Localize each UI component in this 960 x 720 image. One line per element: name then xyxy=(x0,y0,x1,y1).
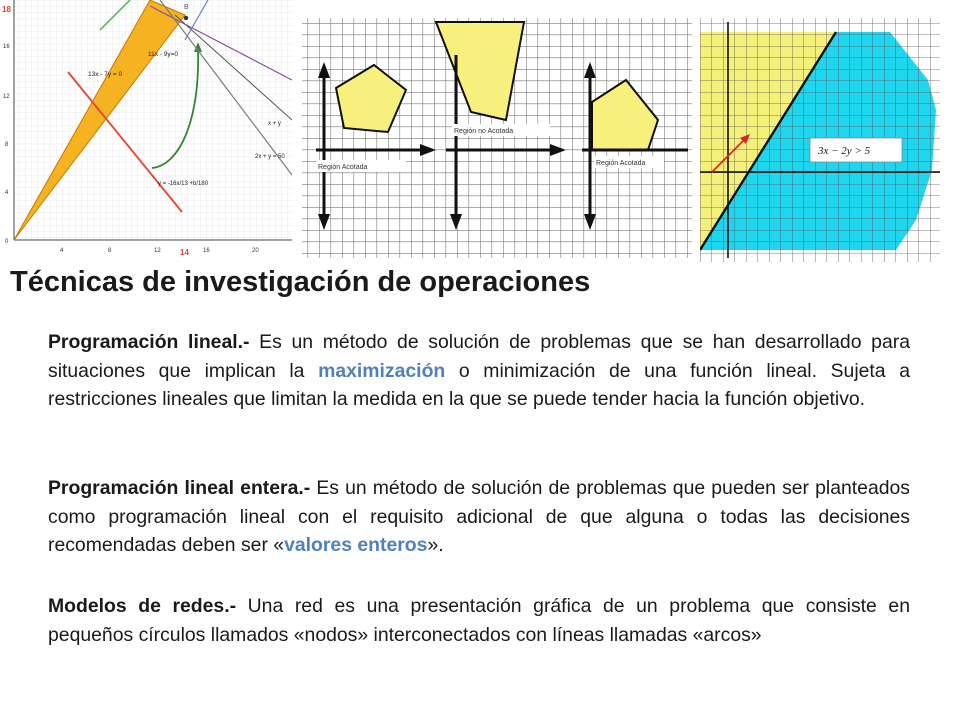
x-tick-16: 16 xyxy=(203,248,210,254)
x-tick-4: 4 xyxy=(60,248,64,254)
equation-label-4: 2x + y = 50 xyxy=(255,154,285,160)
highlight-term: valores enteros xyxy=(284,534,428,556)
bounded-regions-graph xyxy=(296,0,696,262)
section-modelos-de-redes xyxy=(48,592,910,649)
region-label-unbounded: Región no Acotada xyxy=(454,128,514,135)
section-term: Modelos de redes.- xyxy=(48,595,237,617)
region-label-bounded-1: Región Acotada xyxy=(318,164,368,171)
x-tick-8: 8 xyxy=(108,248,112,254)
y-tick-4: 4 xyxy=(5,190,9,196)
point-label: B xyxy=(184,4,189,11)
section-text: Es un método de solución de problemas que pueden ser planteados como programación lineal con el requisito adicional de que alguna o todas las decisiones recomendadas deben ser « xyxy=(48,477,911,556)
y-tick-8: 8 xyxy=(5,142,9,148)
x-tick-14: 14 xyxy=(180,248,189,257)
section-term: Programación lineal entera.- xyxy=(48,477,311,499)
x-tick-12: 12 xyxy=(154,248,161,254)
equation-label-5: x + y xyxy=(268,121,281,127)
section-programacion-lineal-entera xyxy=(48,474,910,560)
figure-strip xyxy=(0,0,960,262)
section-text: Una red es una presentación gráfica de un problema que consiste en pequeños círculos llamados «nodos» interconectados con líneas llamadas «arcos» xyxy=(48,595,911,646)
section-term: Programación lineal.- xyxy=(48,331,250,353)
equation-label-2: 13x - 7y = 0 xyxy=(88,71,123,78)
section-programacion-lineal xyxy=(48,328,910,414)
y-tick-16: 16 xyxy=(3,44,10,50)
inequality-label: 3x − 2y > 5 xyxy=(818,145,871,157)
page-title: Técnicas de investigación de operaciones xyxy=(10,266,591,298)
section-text-continued: ». xyxy=(427,534,444,556)
y-tick-0: 0 xyxy=(5,239,9,245)
section-text: Es un método de solución de problemas que se han desarrollado para situaciones que implican la xyxy=(48,331,910,382)
x-tick-20: 20 xyxy=(252,248,259,254)
highlight-term: maximización xyxy=(318,359,446,382)
equation-label-1: 11x - 9y=0 xyxy=(148,51,179,58)
inequality-graph xyxy=(700,0,960,262)
y-tick-12: 12 xyxy=(3,94,10,100)
section-text-continued: o minimización de una función lineal. Sujeta a restricciones lineales que limitan la medida en la que se puede tender hacia la función objetivo. xyxy=(48,359,910,410)
y-tick-18: 18 xyxy=(2,5,11,14)
equation-label-3: y = -16x/13 +b/180 xyxy=(158,181,209,187)
optimal-point-icon xyxy=(184,16,188,20)
region-label-bounded-2: Región Acotada xyxy=(596,160,646,167)
linear-programming-graph xyxy=(0,0,292,262)
